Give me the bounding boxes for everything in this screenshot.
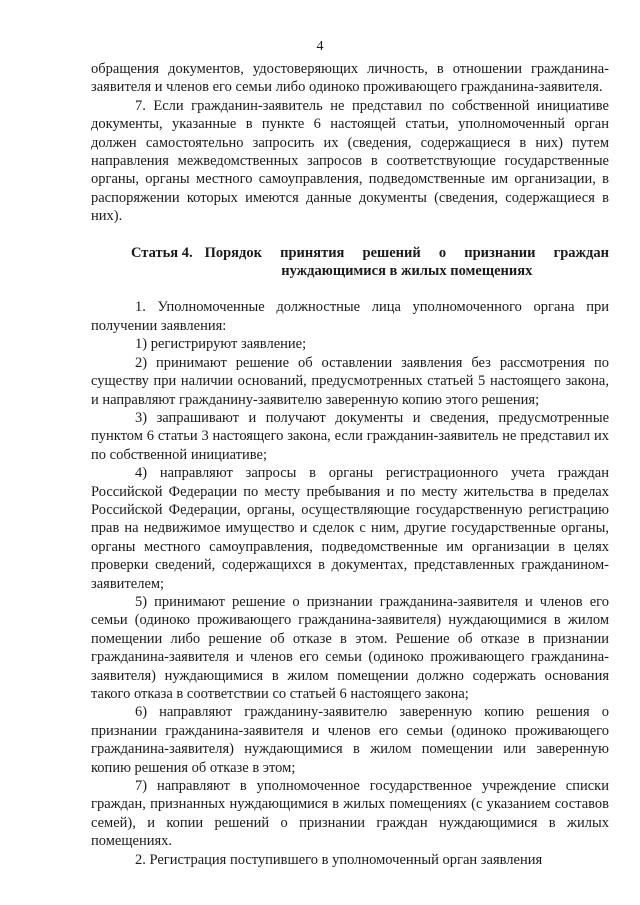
article-number: Статья 4. [131, 244, 193, 261]
list-item-send-copy: 6) направляют гражданину-заявителю заверенную копию решения о признании гражданина-заявителя и членов его семьи (одиноко проживающего гражданина-заявителя) нуждающимися в жилом помещении или заверенную копию решения об отказе в этом; [91, 704, 609, 776]
article-heading [91, 244, 609, 281]
list-item-send-requests: 4) направляют запросы в органы регистрационного учета граждан Российской Федерации по месту пребывания и по месту жительства в пределах Российской Федерации, органы, осуществляющие государственную регистрацию прав на недвижимое имущество и сделок с ним, другие государственные органы, органы местного самоуправления, подведомственные им организации в целях проверки сведений, содержащихся в документах, представленных гражданином-заявителем; [91, 465, 609, 592]
paragraph-continuation: обращения документов, удостоверяющих личность, в отношении гражданина-заявителя и членов его семьи либо одиноко проживающего гражданина-заявителя. [91, 61, 609, 96]
document-body [91, 60, 609, 869]
paragraph-item-7: 7. Если гражданин-заявитель не представил по собственной инициативе документы, указанные в пункте 6 настоящей статьи, уполномоченный орган должен самостоятельно запросить их (сведения, содержащиеся в них) путем направления межведомственных запросов в соответствующие государственные органы, органы местного самоуправления, подведомственные им организации, в распоряжении которых имеются данные документы (сведения, содержащиеся в них). [91, 97, 609, 225]
list-item-send-lists: 7) направляют в уполномоченное государственное учреждение списки граждан, признанных нуждающимися в жилых помещениях (с указанием составов семей), и копии решений о признании граждан нуждающимися в жилых помещениях. [91, 778, 609, 850]
paragraph-item-1: 1. Уполномоченные должностные лица уполномоченного органа при получении заявления: [91, 299, 609, 334]
list-item-leave-without-review: 2) принимают решение об оставлении заявления без рассмотрения по существу при наличии оснований, предусмотренных статьей 5 настоящего закона, и направляют гражданину-заявителю заверенную копию этого решения; [91, 354, 609, 408]
spacer [91, 226, 609, 244]
list-item-decision: 5) принимают решение о признании гражданина-заявителя и членов его семьи (одиноко проживающего гражданина-заявителя) нуждающимися в жилом помещении либо решение об отказе в этом. Решение об отказе в признании гражданина-заявителя и членов его семьи (одиноко проживающего гражданина-заявителя) нуждающимися в жилом помещении должно содержать основания такого отказа в соответствии со статьей 6 настоящего закона; [91, 593, 609, 702]
list-item-register: 1) регистрируют заявление; [135, 336, 307, 353]
list-item-request-documents: 3) запрашивают и получают документы и сведения, предусмотренные пунктом 6 статьи 3 настоящего закона, если гражданин-заявитель не представил их по собственной инициативе; [91, 409, 609, 463]
article-title: Порядок принятия решений о признании граждан нуждающимися в жилых помещениях [204, 244, 609, 280]
spacer [91, 280, 609, 298]
page-number: 4 [316, 39, 324, 54]
paragraph-item-2: 2. Регистрация поступившего в уполномоченный орган заявления [135, 851, 543, 868]
